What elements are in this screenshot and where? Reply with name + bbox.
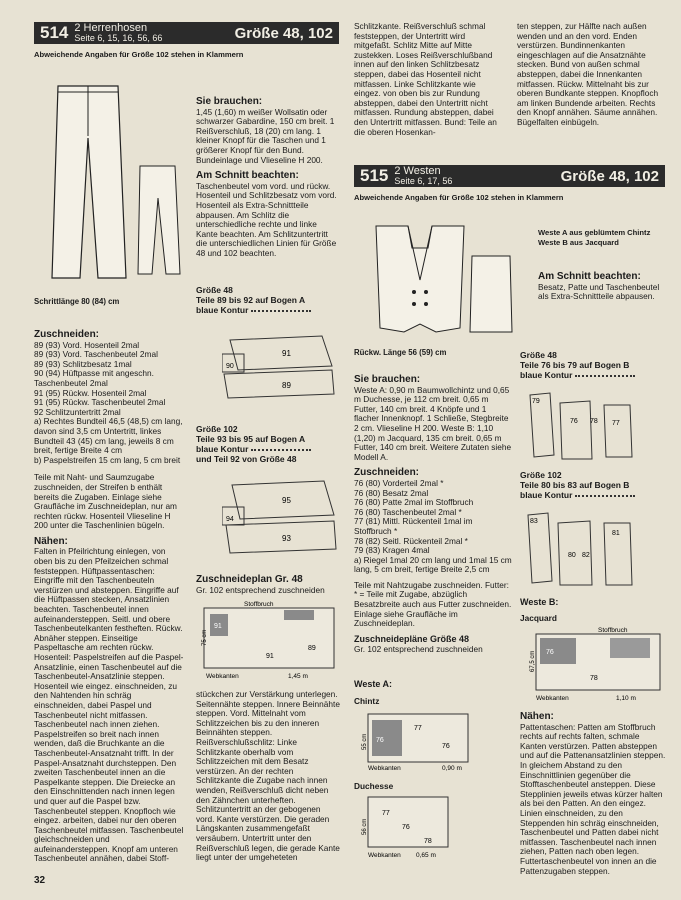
list-item: 78 (82) Seitl. Rückenteil 2mal * — [354, 535, 468, 546]
chintz-label: Chintz — [354, 696, 380, 706]
list-item: 89 (93) Schlitzbesatz 1mal — [34, 358, 132, 369]
left-zuschneiden: Zuschneiden: 89 (93) Vord. Hosenteil 2mal 89 (93) Vord. Taschenbeutel 2mal 89 (93) Schlitzbesatz 1mal 90 (94) Hüftpasse mit angeschn. Taschenbeutel 2mal 91 (95) Rückw. Hosenteil 2mal 91 (95) Rückw. Taschenbeutel 2mal 92 Schlitzuntertritt 2mal a) Rechtes Bundteil 46,5 (48,5) cm lang, davon sind 3,5 cm Untertritt, linkes Bundteil 43 (45) cm lang, jeweils 8 cm breit, fertige Breite 4 cm b) Paspelstreifen 15 cm lang, 5 cm breit Teile mit Naht- und Saumzugabe zuschneiden, der Streifen b enthält bereits die Zugaben. Einlage siehe Graufläche im Zuschneideplan, nur am rechten rückw. Hosenteil Vlieseline H 200 unter die Taschenlinien bügeln. Nähen: Falten in Pfeilrichtung einlegen, von oben bis zu den Pfeilzeichen schmal feststeppen. Hüftpassentaschen: Eingriffe mit den Taschenbeuteln verstürzen und absteppen. Eingriffe auf die Hüftpassen stecken, Ansatzlinien beachten. Taschenbeutel innen aufeinandersteppen. Seitl. und obere Taschenbeutelkanten festheften. Rückw. Abnäher steppen. Einseitige Paspeltasche am rechten rückw. Hosenteil: Paspelstreifen auf die Paspel-Ansatzlinie, einen Taschenbeutel auf die Taschenbeutel-Ansatzlinie steppen. Hosenteil wie eingez. einschneiden, zu den Nahtenden hin schräg einschneiden, dabei Paspel und Taschenbeutel nicht mitfassen. Taschenbeutel nach innen ziehen. Paspelstreifen so breit nach innen wenden, daß die Bruchkante an die Taschenbeutel-Ansatznaht trifft. In der Paspel-Ansatznaht durchsteppen. Den zweiten Taschenbeutel innen an die Paspelkante steppen. Die Dreiecke an den Einschnittenden nach innen legen und quer auf die Paspel bzw. Taschenbeutel steppen. Knopfloch wie eingez. arbeiten, dabei nur den oberen Taschenbeutel mitfassen. Taschenbeutel gleichschneiden und aufeinandersteppen. Knopf am unteren Taschenbeutel annähen, dabei Stoff- — [34, 329, 184, 864]
waistcoat-illustration — [360, 220, 520, 342]
svg-text:67,5 cm: 67,5 cm — [530, 650, 536, 672]
left-you-need: Sie brauchen: 1,45 (1,60) m weißer Wollsatin oder schwarzer Gabardine, 150 cm breit. 1 Reißverschluß, 18 (20) cm lang. 1 kleiner Knopf für die Taschen und 1 größerer Knopf für den Bund. Bundeinlage und Vlieseline H 200. Am Schnitt beachten: Taschenbeutel vom vord. und rückw. Hosenteil und Schlitzbesatz vom vord. Hosenteil als Extra-Schnittteile abpausen. Am Schlitz die unterschiedliche rechte und linke Kante beachten. Am Schlitzuntertritt die unterschiedlichen Linien für Größe 48 und 102 beachten. — [196, 96, 337, 258]
list-item: b) Paspelstreifen 15 cm lang, 5 cm breit — [34, 454, 181, 465]
left-cutting-plan-diagram — [196, 600, 340, 682]
right-size-102: Größe 102 Teile 80 bis 83 auf Bogen B blaue Kontur — [520, 470, 666, 500]
pattern-pages: Seite 6, 17, 56 — [394, 176, 453, 186]
svg-text:79: 79 — [532, 398, 540, 405]
list-item: 76 (80) Vorderteil 2mal * — [354, 477, 444, 488]
svg-text:Stoffbruch: Stoffbruch — [244, 601, 274, 608]
list-item: 77 (81) Mittl. Rückenteil 1mal im Stoffbruch * — [354, 516, 473, 536]
pattern-pages: Seite 6, 15, 16, 56, 66 — [74, 33, 163, 43]
list-item: 91 (95) Rückw. Hosenteil 2mal — [34, 387, 147, 398]
svg-text:Webkanten: Webkanten — [536, 695, 569, 702]
right-pattern-102-diagram — [520, 505, 666, 590]
left-sewing-continued: stückchen zur Verstärkung unterlegen. Seitennähte steppen. Innere Beinnähte steppen. Vord. Mittelnaht vom Schlitzzeichen bis zu den inneren Beinnähten steppen. Reißverschlußschlitz: Linke Schlitzkante oberhalb vom Schlitzzeichen mit dem Besatz verstürzen. An der rechten Schlitzkante die Zugabe nach innen wenden, Reißverschluß dicht neben den Zähnchen unterheften. Schlitzuntertritt an der gebogenen vord. Kante verstürzen. Die geraden Längskanten zusammengefaßt versäubern. Untertritt unter den Reißverschluß legen, die gerade Kante liegt unter der umgeheteten — [196, 689, 340, 863]
svg-text:80: 80 — [568, 552, 576, 559]
svg-text:76: 76 — [442, 743, 450, 750]
right-sewing: Nähen: Pattentaschen: Patten am Stoffbruch rechts auf rechts falten, schmale Kanten verstürzen. Patten absteppen und auf die Pattenansatzlinien steppen. In gleichem Abstand zu den Einschnittlinien gegenüber die Stofftaschenbeutel ansteppen. Diese Stepplinien jeweils etwas kürzer halten als bei den Patten. An den eingez. Linien einschneiden, zu den Steppenden hin schräg einschneiden, Taschenbeutel und Patten dabei nicht mitfassen. Taschenbeutel nach innen ziehen, Patten nach oben legen. Futtertaschenbeutel von innen an die Pattenzugaben steppen. — [520, 711, 666, 876]
svg-text:91: 91 — [282, 349, 291, 358]
svg-text:0,65 m: 0,65 m — [416, 852, 436, 859]
left-size-48: Größe 48 Teile 89 bis 92 auf Bogen A blaue Kontur — [196, 285, 340, 315]
svg-text:1,10 m: 1,10 m — [616, 695, 636, 702]
right-pattern-48-diagram — [520, 385, 666, 465]
list-item: 89 (93) Vord. Hosenteil 2mal — [34, 339, 140, 350]
list-item: 76 (80) Patte 2mal im Stoffbruch — [354, 497, 474, 508]
svg-text:78: 78 — [424, 838, 432, 845]
jacquard-cutting-plan — [520, 624, 666, 704]
pattern-514-header — [34, 22, 339, 44]
svg-text:77: 77 — [382, 810, 390, 817]
svg-text:89: 89 — [282, 381, 291, 390]
right-length: Rückw. Länge 56 (59) cm — [354, 348, 447, 357]
right-size-48: Größe 48 Teile 76 bis 79 auf Bogen B blaue Kontur — [520, 350, 666, 380]
svg-text:0,90 m: 0,90 m — [442, 765, 462, 772]
svg-text:76: 76 — [376, 737, 384, 744]
svg-text:90: 90 — [226, 363, 234, 370]
svg-text:83: 83 — [530, 518, 538, 525]
top-right-text: ten steppen, zur Hälfte nach außen wenden und an den vord. Enden verstürzen. Bundinnenkanten eingeschlagen auf die Ansatznähte stecken. Bund von außen schmal absteppen, dabei die Innenkanten mitfassen. Rückw. Mittelnaht bis zur oberen Bundkante steppen. Knopfloch am linken Bundende arbeiten. Rechts den Knopf annähen. Säume annähen. Bügelfalten einbügeln. — [517, 21, 659, 127]
list-item: 76 (80) Besatz 2mal — [354, 487, 429, 498]
left-note: Abweichende Angaben für Größe 102 stehen in Klammern — [34, 50, 244, 59]
svg-text:78: 78 — [590, 418, 598, 425]
svg-text:81: 81 — [612, 530, 620, 537]
svg-text:Webkanten: Webkanten — [368, 765, 401, 772]
right-you-need: Sie brauchen: Weste A: 0,90 m Baumwollchintz und 0,65 m Duchesse, je 112 cm breit. 0,65 m Futter, 140 cm breit. 4 Knöpfe und 1 flacher Innenknopf. 1 Schließe, Stegbreite 2 cm. Vlieseline H 200. Weste B: 1,10 (1,20) m Jacquard, 135 cm breit. 0,65 m Futter, 140 cm breit. Weitere Zutaten siehe Modell A. Zuschneiden: 76 (80) Vorderteil 2mal * 76 (80) Besatz 2mal 76 (80) Patte 2mal im Stoffbruch 76 (80) Taschenbeutel 2mal * 77 (81) Mittl. Rückenteil 1mal im Stoffbruch * 78 (82) Seitl. Rückenteil 2mal * 79 (83) Kragen 4mal a) Riegel 1mal 20 cm lang und 1mal 15 cm lang, 5 cm breit, fertige Breite 2,5 cm Teile mit Nahtzugabe zuschneiden. Futter: * = Teile mit Zugabe, abzüglich Besatzbreite auch aus Futter zuschneiden. Einlage siehe Graufläche im Zuschneideplan. Zuschneidepläne Größe 48 Gr. 102 entsprechend zuschneiden — [354, 374, 512, 655]
svg-text:93: 93 — [282, 534, 291, 543]
svg-text:56 cm: 56 cm — [362, 818, 368, 835]
list-item: a) Rechtes Bundteil 46,5 (48,5) cm lang, davon sind 3,5 cm Untertritt, linkes Bundteil 43 (45) cm lang, jeweils 8 cm breit, fertige Breite 4 cm — [34, 416, 183, 456]
duchesse-label: Duchesse — [354, 781, 394, 791]
left-cutting-plan-heading: Zuschneideplan Gr. 48 Gr. 102 entsprechend zuschneiden — [196, 574, 325, 595]
pattern-number: 514 — [40, 23, 69, 42]
pattern-515-header — [354, 165, 665, 187]
list-item: 89 (93) Vord. Taschenbeutel 2mal — [34, 349, 158, 360]
page-number: 32 — [34, 875, 46, 886]
duchesse-cutting-plan — [354, 793, 484, 859]
right-variants: Weste A aus geblümtem Chintz Weste B aus Jacquard — [538, 228, 651, 247]
svg-text:91: 91 — [214, 623, 222, 630]
svg-text:Webkanten: Webkanten — [206, 673, 239, 680]
svg-text:95: 95 — [282, 496, 291, 505]
svg-text:94: 94 — [226, 516, 234, 523]
top-middle-text: Schlitzkante. Reißverschluß schmal feststeppen, der Untertritt wird mitgefaßt. Schlitz Mitte auf Mitte zustekken. Loses Reißverschlußband innen auf den linken Schlitzbesatz steppen, dabei das Hosenteil nicht mitfassen. Linke Schlitzkante wie eingez. von oben bis zur Rundung absteppen, dabei den Untertritt nicht mitfassen. Rundung absteppen, dabei den Untertritt mitfassen. Bund: Teile an die oberen Hosenkan- — [354, 21, 497, 137]
svg-text:78: 78 — [590, 675, 598, 682]
left-length: Schrittlänge 80 (84) cm — [34, 297, 120, 306]
svg-text:76: 76 — [546, 649, 554, 656]
svg-text:76: 76 — [570, 418, 578, 425]
svg-text:55 cm: 55 cm — [362, 733, 368, 750]
right-cut-note: Am Schnitt beachten: Besatz, Patte und Taschenbeutel als Extra-Schnittteile abpausen. — [538, 271, 660, 302]
right-note: Abweichende Angaben für Größe 102 stehen in Klammern — [354, 193, 564, 202]
weste-a-label: Weste A: — [354, 679, 393, 689]
svg-text:75 cm: 75 cm — [202, 629, 208, 646]
pattern-sizes: Größe 48, 102 — [560, 167, 659, 185]
chintz-cutting-plan — [354, 708, 484, 772]
left-pattern-48-diagram — [222, 326, 340, 406]
svg-text:91: 91 — [266, 653, 274, 660]
list-item: 79 (83) Kragen 4mal — [354, 545, 430, 556]
svg-text:1,45 m: 1,45 m — [288, 673, 308, 680]
pattern-sizes: Größe 48, 102 — [234, 24, 333, 42]
trousers-illustration — [40, 78, 190, 293]
list-item: 91 (95) Rückw. Taschenbeutel 2mal — [34, 397, 166, 408]
svg-text:Webkanten: Webkanten — [368, 852, 401, 859]
list-item: a) Riegel 1mal 20 cm lang und 1mal 15 cm lang, 5 cm breit, fertige Breite 2,5 cm — [354, 554, 512, 575]
list-item: 76 (80) Taschenbeutel 2mal * — [354, 506, 462, 517]
svg-text:89: 89 — [308, 645, 316, 652]
svg-text:Stoffbruch: Stoffbruch — [598, 627, 628, 634]
left-pattern-102-diagram — [222, 475, 340, 560]
list-item: 92 Schlitzuntertritt 2mal — [34, 406, 121, 417]
list-item: 90 (94) Hüftpasse mit angeschn. Taschenbeutel 2mal — [34, 368, 154, 388]
pattern-title: 2 Westen — [394, 165, 441, 177]
svg-text:76: 76 — [402, 824, 410, 831]
pattern-title: 2 Herrenhosen — [74, 22, 148, 34]
pattern-number: 515 — [360, 166, 389, 185]
svg-text:77: 77 — [612, 420, 620, 427]
svg-text:82: 82 — [582, 552, 590, 559]
weste-b-label: Weste B: — [520, 597, 559, 607]
left-size-102: Größe 102 Teile 93 bis 95 auf Bogen A blaue Kontur und Teil 92 von Größe 48 — [196, 424, 340, 464]
jacquard-label: Jacquard — [520, 613, 557, 623]
svg-text:77: 77 — [414, 725, 422, 732]
